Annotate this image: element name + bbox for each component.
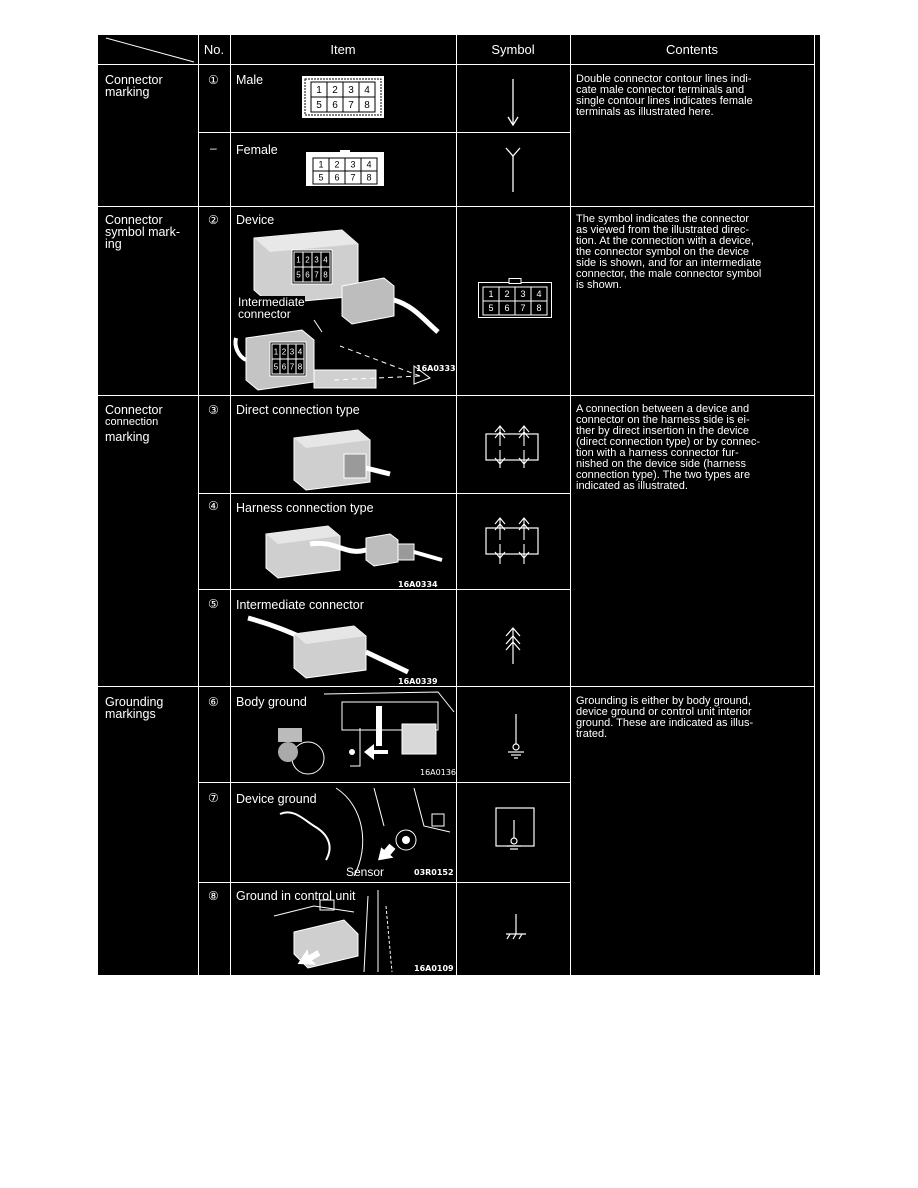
pin-number: 3 bbox=[289, 347, 295, 357]
intermediate-connector-illustration bbox=[248, 612, 408, 682]
item-device: Device bbox=[236, 213, 275, 227]
figure-code-16a0109: 16A0109 bbox=[414, 964, 454, 973]
direct-connection-symbol bbox=[484, 424, 544, 470]
category-connector-connection-sub: connection bbox=[105, 416, 159, 428]
connector-pinout-symbol bbox=[478, 278, 552, 318]
pin-number: 1 bbox=[273, 347, 279, 357]
pin-number: 3 bbox=[350, 159, 356, 170]
pin-number: 2 bbox=[334, 159, 340, 170]
item-control-unit-ground: Ground in control unit bbox=[236, 889, 356, 903]
item-harness-connection: Harness connection type bbox=[236, 501, 374, 515]
pin-number: 8 bbox=[364, 100, 370, 111]
callout-sensor: Sensor bbox=[346, 865, 385, 879]
row-number-control-unit-ground: ⑧ bbox=[208, 889, 219, 903]
row-number-harness: ④ bbox=[208, 499, 219, 513]
pin-number: 4 bbox=[536, 289, 542, 300]
table-top-border bbox=[98, 34, 820, 35]
device-ground-symbol bbox=[494, 806, 538, 856]
item-body-ground: Body ground bbox=[236, 695, 307, 709]
intermediate-connection-symbol bbox=[503, 626, 523, 666]
pin-number: 2 bbox=[281, 347, 287, 357]
row-number-male: ① bbox=[208, 73, 219, 87]
col-divider-symbol bbox=[456, 34, 457, 976]
table-bottom-border bbox=[98, 975, 820, 976]
contents-connector-connection: A connection between a device and connector on the harness side is ei- ther by direct insertion in the device (direct connection type) or by connec- tion with a harness connector fur- nished on the device side (harness connection type). The two types are indicated as illustrated. bbox=[576, 403, 761, 492]
item-direct-connection: Direct connection type bbox=[236, 403, 360, 417]
pin-number: 4 bbox=[366, 159, 372, 170]
pin-number: 5 bbox=[296, 270, 301, 280]
item-male: Male bbox=[236, 73, 264, 87]
pin-number: 1 bbox=[316, 85, 322, 96]
category-grounding: Grounding markings bbox=[105, 695, 164, 721]
harness-connection-symbol bbox=[484, 516, 544, 566]
pin-number: 8 bbox=[536, 303, 542, 314]
category-connector-connection: Connector bbox=[105, 403, 163, 417]
pin-number: 1 bbox=[488, 289, 494, 300]
direct-connection-illustration bbox=[294, 424, 390, 490]
row-divider-intermediate bbox=[198, 589, 570, 590]
pin-number: 4 bbox=[323, 255, 328, 265]
figure-code-16a0334: 16A0334 bbox=[398, 580, 438, 589]
pin-number: 6 bbox=[332, 100, 338, 111]
col-divider-contents bbox=[570, 34, 571, 976]
figure-code-16a0136: 16A0136 bbox=[420, 768, 457, 777]
col-divider-no bbox=[198, 34, 199, 976]
item-intermediate-connector: Intermediate connector bbox=[236, 598, 364, 612]
pin-number: 2 bbox=[305, 255, 310, 265]
figure-code-16a0333: 16A0333 bbox=[416, 364, 456, 373]
pin-number: 7 bbox=[348, 100, 354, 111]
contents-connector-symbol: The symbol indicates the connector as viewed from the illustrated direc- tion. At the connection with a device, the connector symbol on the device side is shown, and for an intermediate connector, the male connector symbol is shown. bbox=[576, 213, 762, 291]
pin-number: 1 bbox=[318, 159, 324, 170]
category-connector-connection-tail: marking bbox=[105, 430, 150, 444]
pin-number: 8 bbox=[297, 362, 303, 372]
pin-number: 1 bbox=[296, 255, 301, 265]
row-number-device: ② bbox=[208, 213, 219, 227]
callout-intermediate-connector: Intermediate connector bbox=[238, 295, 305, 321]
header-corner-slash bbox=[98, 34, 198, 64]
pin-number: 2 bbox=[332, 85, 338, 96]
item-device-ground: Device ground bbox=[236, 792, 317, 806]
row-number-device-ground: ⑦ bbox=[208, 791, 219, 805]
row-number-intermediate: ⑤ bbox=[208, 597, 219, 611]
row-divider-female bbox=[198, 132, 570, 133]
female-connector-illustration bbox=[306, 150, 384, 186]
row-divider-control-unit bbox=[198, 882, 570, 883]
pin-number: 6 bbox=[504, 303, 510, 314]
pin-number: 5 bbox=[318, 172, 324, 183]
row-divider-device-ground bbox=[198, 782, 570, 783]
body-ground-illustration bbox=[248, 688, 457, 780]
category-connector-marking: Connector marking bbox=[105, 73, 163, 99]
pin-number: 6 bbox=[305, 270, 310, 280]
contents-connector-marking: Double connector contour lines indi- cate male connector terminals and single contour lines indicates female terminals as illustrated here. bbox=[576, 73, 753, 118]
pin-number: 8 bbox=[323, 270, 328, 280]
pin-number: 4 bbox=[364, 85, 370, 96]
header-no: No. bbox=[203, 42, 225, 57]
connector-symbol-table bbox=[98, 34, 820, 976]
figure-code-03r0152: 03R0152 bbox=[414, 868, 454, 877]
pin-number: 3 bbox=[314, 255, 319, 265]
pin-number: 5 bbox=[316, 100, 322, 111]
pin-number: 3 bbox=[348, 85, 354, 96]
body-ground-symbol bbox=[504, 714, 528, 760]
control-unit-ground-symbol bbox=[504, 912, 528, 942]
pin-number: 3 bbox=[520, 289, 526, 300]
male-terminal-arrow bbox=[506, 79, 520, 127]
pin-number: 7 bbox=[314, 270, 319, 280]
female-terminal-fork bbox=[504, 146, 522, 194]
harness-connection-illustration bbox=[266, 520, 442, 580]
contents-grounding: Grounding is either by body ground, device ground or control unit interior ground. These are indicated as illus- trated. bbox=[576, 695, 754, 740]
male-connector-illustration bbox=[302, 76, 384, 118]
pin-number: 6 bbox=[281, 362, 287, 372]
item-female: Female bbox=[236, 143, 278, 157]
pin-number: 2 bbox=[504, 289, 510, 300]
row-divider-harness bbox=[198, 493, 570, 494]
category-connector-symbol: Connector symbol mark- ing bbox=[105, 213, 181, 251]
pin-number: 8 bbox=[366, 172, 372, 183]
row-number-body-ground: ⑥ bbox=[208, 695, 219, 709]
pin-number: 4 bbox=[297, 347, 303, 357]
header-symbol: Symbol bbox=[491, 42, 535, 57]
pin-number: 5 bbox=[273, 362, 279, 372]
header-item: Item bbox=[330, 42, 356, 57]
col-divider-item bbox=[230, 34, 231, 976]
pin-number: 7 bbox=[350, 172, 356, 183]
pin-number: 5 bbox=[488, 303, 494, 314]
control-unit-ground-illustration bbox=[274, 886, 454, 974]
table-right-border bbox=[814, 34, 815, 976]
row-number-female: – bbox=[210, 141, 217, 155]
row-number-direct: ③ bbox=[208, 403, 219, 417]
figure-code-16a0339: 16A0339 bbox=[398, 677, 438, 686]
header-contents: Contents bbox=[665, 42, 719, 57]
pin-number: 7 bbox=[289, 362, 295, 372]
pin-number: 7 bbox=[520, 303, 526, 314]
pin-number: 6 bbox=[334, 172, 340, 183]
